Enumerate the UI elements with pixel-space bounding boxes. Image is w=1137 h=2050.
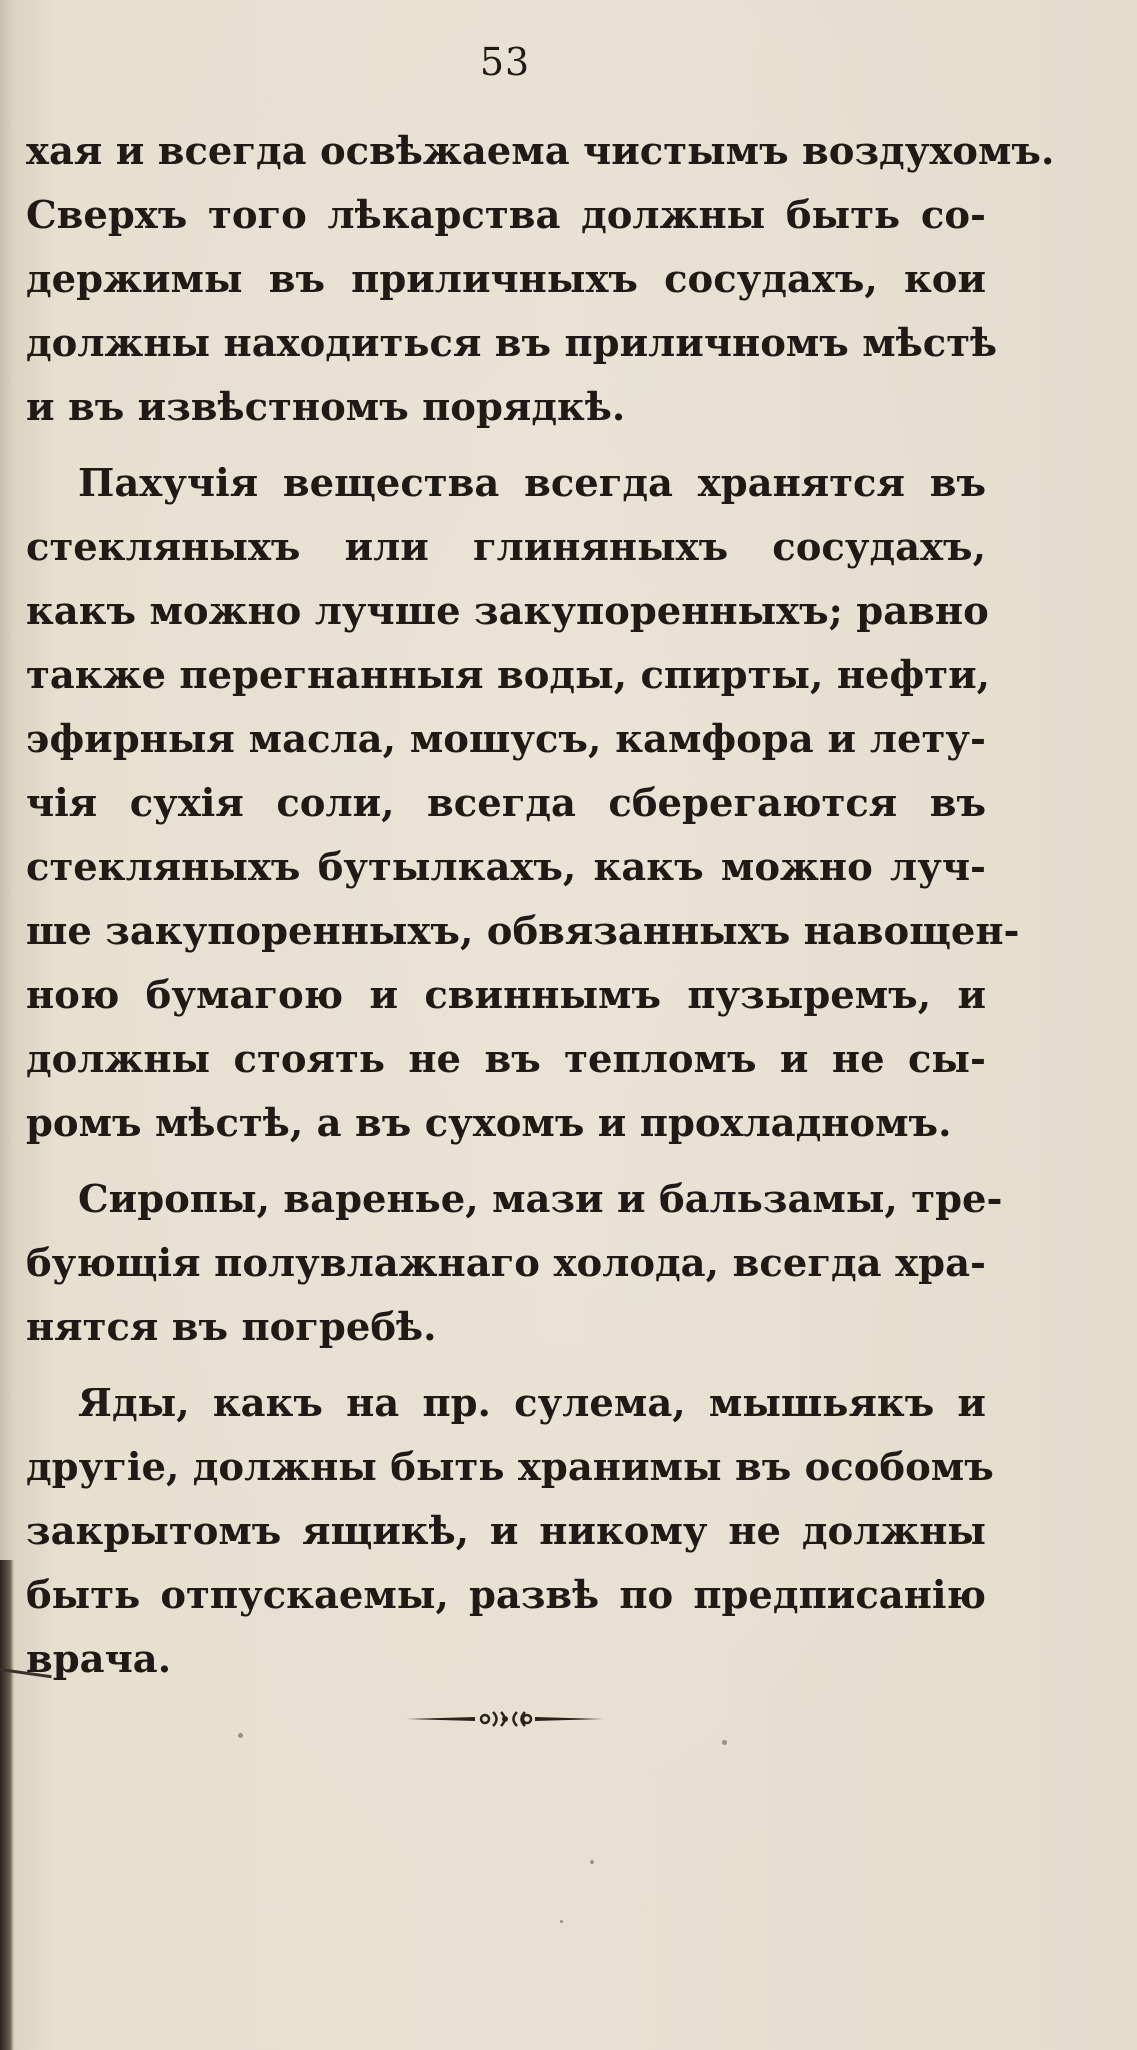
text-line: хая и всегда освѣжаема чистымъ воздухомъ. (26, 129, 1055, 174)
paragraph (26, 120, 1055, 440)
text-line: быть отпускаемы, развѣ по предписанію (26, 1573, 986, 1618)
text-line: чія сухія соли, всегда сберегаются въ (26, 781, 986, 826)
text-line: стекляныхъ или глиняныхъ сосудахъ, (26, 525, 986, 570)
paragraph (26, 452, 1020, 1156)
text-line: бующія полувлажнаго холода, всегда хра- (26, 1241, 986, 1286)
body-text (26, 120, 1055, 1692)
text-line: ромъ мѣстѣ, а въ сухомъ и прохладномъ. (26, 1101, 952, 1146)
text-line: какъ можно лучше закупоренныхъ; равно (26, 589, 989, 634)
paragraph (26, 1168, 1003, 1360)
paragraph-gap (26, 440, 986, 452)
paragraph-gap (26, 1156, 986, 1168)
text-line: другіе, должны быть хранимы въ особомъ (26, 1445, 994, 1490)
text-line: Сиропы, варенье, мази и бальзамы, тре- (78, 1177, 1003, 1222)
text-line: также перегнанныя воды, спирты, нефти, (26, 653, 991, 698)
printer-ornament-icon (405, 1704, 605, 1734)
paper-speck (238, 1733, 243, 1738)
paragraph-gap (26, 1360, 986, 1372)
paper-speck (560, 1920, 563, 1923)
text-line: должны находиться въ приличномъ мѣстѣ (26, 321, 998, 366)
text-line: нятся въ погребѣ. (26, 1305, 437, 1350)
text-line: и въ извѣстномъ порядкѣ. (26, 385, 626, 430)
text-line: закрытомъ ящикѣ, и никому не должны (26, 1509, 986, 1554)
text-line: Сверхъ того лѣкарства должны быть со- (26, 193, 986, 238)
paper-speck (590, 1860, 594, 1864)
text-line: ше закупоренныхъ, обвязанныхъ навощен- (26, 909, 1020, 954)
paper-speck (722, 1740, 727, 1745)
text-line: держимы въ приличныхъ сосудахъ, кои (26, 257, 986, 302)
text-line: врача. (26, 1637, 172, 1682)
page-number: 53 (479, 40, 531, 84)
text-line: Пахучія вещества всегда хранятся въ (78, 461, 986, 506)
text-line: ною бумагою и свиннымъ пузыремъ, и (26, 973, 986, 1018)
text-line: должны стоять не въ тепломъ и не сы- (26, 1037, 986, 1082)
text-line: Яды, какъ на пр. сулема, мышьякъ и (78, 1381, 986, 1426)
text-line: стекляныхъ бутылкахъ, какъ можно луч- (26, 845, 986, 890)
page-spine-shadow (0, 1560, 14, 2050)
paragraph (26, 1372, 994, 1692)
text-line: эфирныя масла, мошусъ, камфора и лету- (26, 717, 986, 762)
